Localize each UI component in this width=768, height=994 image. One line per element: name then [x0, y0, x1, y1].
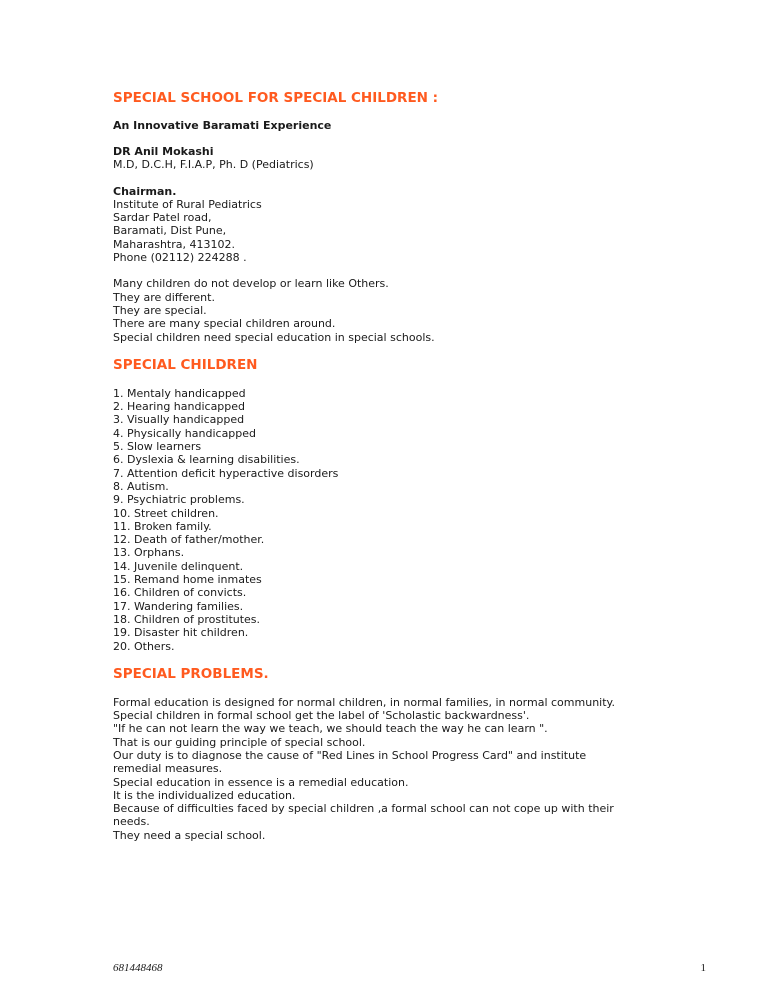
paragraph-line: Our duty is to diagnose the cause of "Red Lines in School Progress Card" and institute: [113, 748, 587, 762]
paragraph-line: That is our guiding principle of special school.: [113, 735, 366, 749]
list-item: 14. Juvenile delinquent.: [113, 559, 244, 573]
list-item: 8. Autism.: [113, 479, 169, 493]
paragraph-line: remedial measures.: [113, 762, 223, 776]
paragraph-line: Special children in formal school get the label of 'Scholastic backwardness'.: [113, 709, 530, 723]
intro-line: They are different.: [113, 290, 215, 304]
intro-line: There are many special children around.: [113, 317, 336, 331]
address-line: Baramati, Dist Pune,: [113, 224, 227, 238]
list-item: 16. Children of convicts.: [113, 586, 247, 600]
paragraph-line: Formal education is designed for normal children, in normal families, in normal community.: [113, 695, 615, 709]
list-item: 4. Physically handicapped: [113, 426, 257, 440]
list-item: 17. Wandering families.: [113, 599, 244, 613]
paragraph-line: "If he can not learn the way we teach, we should teach the way he can learn ".: [113, 722, 548, 736]
footer-document-id: 681448468: [113, 962, 163, 974]
list-item: 12. Death of father/mother.: [113, 533, 265, 547]
author-block: [113, 145, 713, 172]
author-degrees: M.D, D.C.H, F.I.A.P, Ph. D (Pediatrics): [113, 158, 314, 172]
paragraph-line: Because of difficulties faced by special children ,a formal school can not cope up with their: [113, 802, 614, 816]
list-item: 18. Children of prostitutes.: [113, 612, 261, 626]
list-item: 5. Slow learners: [113, 440, 202, 454]
list-item: 15. Remand home inmates: [113, 573, 262, 587]
list-item: 2. Hearing handicapped: [113, 400, 246, 414]
author-name: DR Anil Mokashi: [113, 145, 214, 158]
chairman-block: [113, 185, 713, 265]
special-problems-paragraph: [113, 696, 713, 842]
address-line: Maharashtra, 413102.: [113, 237, 235, 251]
paragraph-line: They need a special school.: [113, 828, 266, 842]
intro-line: They are special.: [113, 303, 207, 317]
list-item: 11. Broken family.: [113, 519, 212, 533]
list-item: 7. Attention deficit hyperactive disorders: [113, 466, 339, 480]
chairman-label: Chairman.: [113, 184, 177, 198]
list-item: 13. Orphans.: [113, 546, 185, 560]
list-item: 3. Visually handicapped: [113, 413, 245, 427]
list-item: 20. Others.: [113, 639, 175, 653]
intro-paragraph: [113, 277, 713, 343]
document-page: [113, 90, 713, 855]
page-number: 1: [700, 962, 706, 974]
intro-line: Many children do not develop or learn like Others.: [113, 277, 389, 291]
document-subtitle: An Innovative Baramati Experience: [113, 119, 332, 132]
special-children-list: [113, 387, 713, 653]
paragraph-line: Special education in essence is a remedial education.: [113, 775, 409, 789]
intro-line: Special children need special education in special schools.: [113, 330, 435, 344]
phone-line: Phone (02112) 224288 .: [113, 251, 247, 265]
list-item: 1. Mentaly handicapped: [113, 386, 246, 400]
special-children-heading: SPECIAL CHILDREN: [113, 356, 258, 373]
list-item: 6. Dyslexia & learning disabilities.: [113, 453, 300, 467]
list-item: 19. Disaster hit children.: [113, 626, 249, 640]
list-item: 10. Street children.: [113, 506, 219, 520]
special-problems-heading: SPECIAL PROBLEMS.: [113, 665, 269, 682]
paragraph-line: It is the individualized education.: [113, 788, 296, 802]
address-line: Institute of Rural Pediatrics: [113, 197, 262, 211]
address-line: Sardar Patel road,: [113, 211, 212, 225]
list-item: 9. Psychiatric problems.: [113, 493, 245, 507]
document-title: SPECIAL SCHOOL FOR SPECIAL CHILDREN :: [113, 90, 439, 106]
paragraph-line: needs.: [113, 815, 150, 829]
